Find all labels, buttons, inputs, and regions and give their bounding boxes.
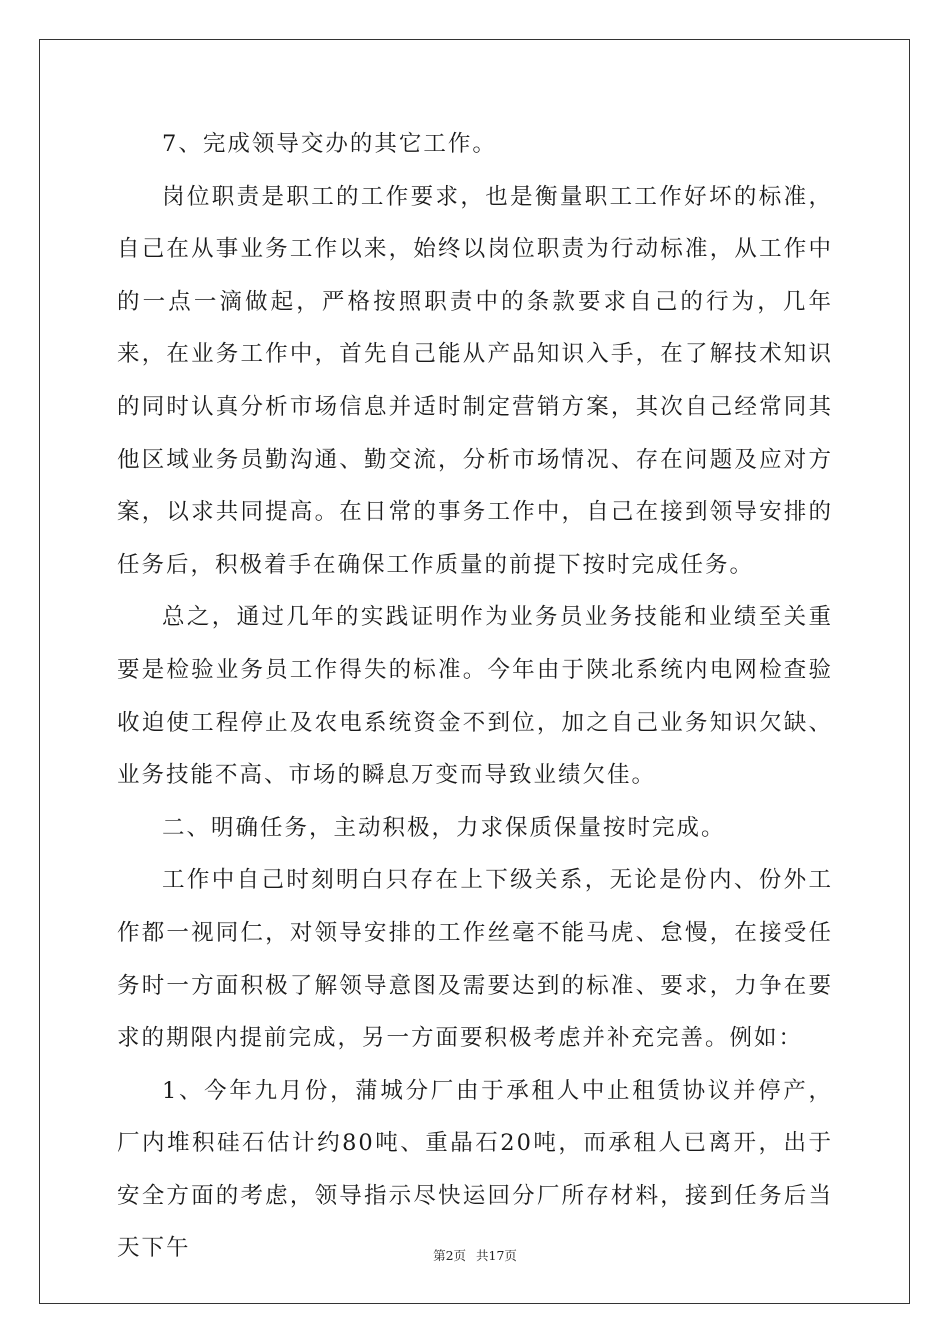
page-number: 第2页	[433, 1248, 467, 1263]
page-footer	[0, 1246, 950, 1264]
page-total: 共17页	[476, 1248, 517, 1263]
paragraph: 工作中自己时刻明白只存在上下级关系，无论是份内、份外工作都一视同仁，对领导安排的工作丝毫不能马虎、怠慢，在接受任务时一方面积极了解领导意图及需要达到的标准、要求，力争在要求的期限内提前完成，另一方面要积极考虑并补充完善。例如：	[117, 867, 833, 1052]
paragraph: 二、明确任务，主动积极，力求保质保量按时完成。	[162, 814, 726, 841]
paragraph: 岗位职责是职工的工作要求，也是衡量职工工作好坏的标准，自己在从事业务工作以来，始终以岗位职责为行动标准，从工作中的一点一滴做起，严格按照职责中的条款要求自己的行为，几年来，在业务工作中，首先自己能从产品知识入手，在了解技术知识的同时认真分析市场信息并适时制定营销方案，其次自己经常同其他区域业务员勤沟通、勤交流，分析市场情况、存在问题及应对方案，以求共同提高。在日常的事务工作中，自己在接到领导安排的任务后，积极着手在确保工作质量的前提下按时完成任务。	[117, 183, 833, 578]
document-body	[117, 118, 833, 1275]
paragraph: 1、今年九月份，蒲城分厂由于承租人中止租赁协议并停产，厂内堆积硅石估计约80吨、重晶石20吨，而承租人已离开，出于安全方面的考虑，领导指示尽快运回分厂所存材料，接到任务后当天下午	[117, 1077, 833, 1262]
paragraph: 总之，通过几年的实践证明作为业务员业务技能和业绩至关重要是检验业务员工作得失的标准。今年由于陕北系统内电网检查验收迫使工程停止及农电系统资金不到位，加之自己业务知识欠缺、业务技能不高、市场的瞬息万变而导致业绩欠佳。	[117, 604, 833, 789]
paragraph: 7、完成领导交办的其它工作。	[162, 131, 497, 157]
